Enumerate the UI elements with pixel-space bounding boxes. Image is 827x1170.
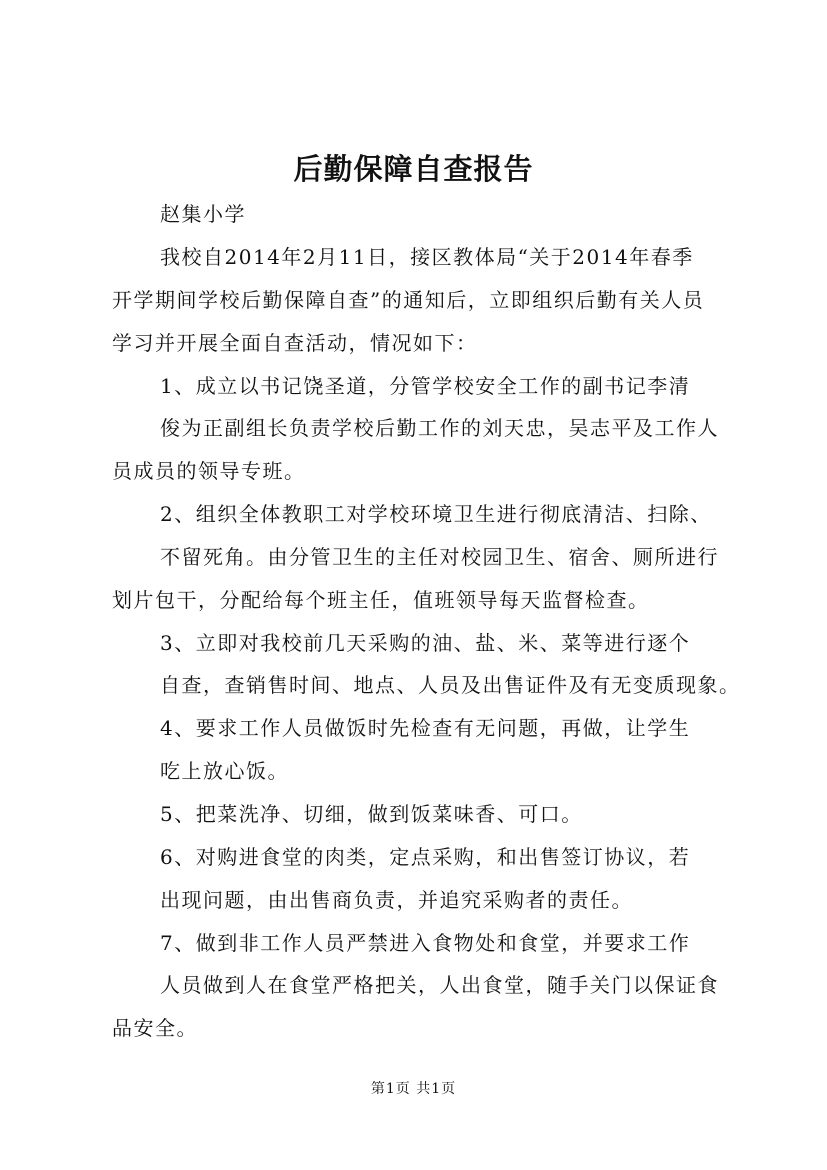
body-line: 6、对购进食堂的肉类，定点采购，和出售签订协议，若 <box>160 845 691 869</box>
body-line: 出现问题，由出售商负责，并追究采购者的责任。 <box>160 888 633 912</box>
body-line: 学习并开展全面自查活动，情况如下： <box>112 331 478 355</box>
body-line: 不留死角。由分管卫生的主任对校园卫生、宿舍、厕所进行 <box>160 545 719 569</box>
body-line: 1、成立以书记饶圣道，分管学校安全工作的副书记李清 <box>160 374 691 398</box>
body-line: 俊为正副组长负责学校后勤工作的刘天忠，吴志平及工作人 <box>160 416 719 440</box>
body-line: 自查，查销售时间、地点、人员及出售证件及有无变质现象。 <box>160 673 741 697</box>
body-line: 我校自2014年2月11日，接区教体局“关于2014年春季 <box>160 245 694 269</box>
body-line: 吃上放心饭。 <box>160 759 289 783</box>
body-line: 划片包干，分配给每个班主任，值班领导每天监督检查。 <box>112 588 650 612</box>
body-line: 7、做到非工作人员严禁进入食物处和食堂，并要求工作 <box>160 931 691 955</box>
body-line: 5、把菜洗净、切细，做到饭菜味香、可口。 <box>160 802 583 826</box>
school-name: 赵集小学 <box>160 202 246 226</box>
body-line: 3、立即对我校前几天采购的油、盐、米、菜等进行逐个 <box>160 631 691 655</box>
body-line: 2、组织全体教职工对学校环境卫生进行彻底清洁、扫除、 <box>160 502 712 526</box>
body-line: 开学期间学校后勤保障自查”的通知后，立即组织后勤有关人员 <box>112 288 705 312</box>
page-footer: 第1页 共1页 <box>370 1081 457 1097</box>
document-title: 后勤保障自查报告 <box>293 152 534 186</box>
body-line: 员成员的领导专班。 <box>112 459 306 483</box>
body-line: 品安全。 <box>112 1016 198 1040</box>
body-line: 4、要求工作人员做饭时先检查有无问题，再做，让学生 <box>160 716 691 740</box>
body-line: 人员做到人在食堂严格把关，人出食堂，随手关门以保证食 <box>160 973 719 997</box>
